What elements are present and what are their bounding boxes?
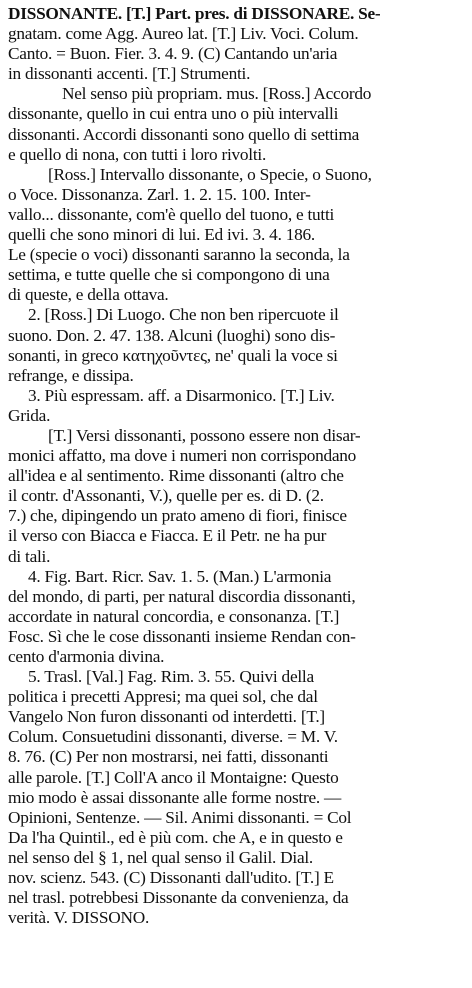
entry-line: del mondo, di parti, per natural discordia dissonanti, bbox=[8, 586, 356, 606]
entry-line: il verso con Biacca e Fiacca. E il Petr. ne ha pur bbox=[8, 526, 327, 546]
entry-line: Vangelo Non furon dissonanti od interdetti. [T.] bbox=[8, 707, 325, 727]
entry-line: monici affatto, ma dove i numeri non corrispondano bbox=[8, 446, 357, 466]
entry-line: suono. Don. 2. 47. 138. Alcuni (luoghi) sono dis- bbox=[8, 325, 336, 345]
entry-line: Grida. bbox=[8, 405, 51, 425]
entry-line: all'idea e al sentimento. Rime dissonanti (altro che bbox=[8, 466, 344, 486]
entry-line: di queste, e della ottava. bbox=[8, 285, 169, 305]
entry-line: vallo... dissonante, com'è quello del tuono, e tutti bbox=[8, 204, 335, 224]
entry-line: o Voce. Dissonanza. Zarl. 1. 2. 15. 100. Inter- bbox=[8, 184, 311, 204]
entry-line: nov. scienz. 543. (C) Dissonanti dall'udito. [T.] E bbox=[8, 868, 334, 888]
entry-line: politica i precetti Appresi; ma quei sol, che dal bbox=[8, 687, 318, 707]
entry-line: verità. V. DISSONO. bbox=[8, 908, 150, 928]
entry-line: Da l'ha Quintil., ed è più com. che A, e in questo e bbox=[8, 827, 343, 847]
entry-line: dissonante, quello in cui entra uno o più intervalli bbox=[8, 104, 339, 124]
entry-line: Fosc. Sì che le cose dissonanti insieme Rendan con- bbox=[8, 626, 356, 646]
entry-line: 7.) che, dipingendo un prato ameno di fiori, finisce bbox=[8, 506, 347, 526]
entry-line: in dissonanti accenti. [T.] Strumenti. bbox=[8, 64, 251, 84]
entry-line: il contr. d'Assonanti, V.), quelle per es. di D. (2. bbox=[8, 486, 324, 506]
entry-line: e quello di nona, con tutti i loro rivolti. bbox=[8, 144, 267, 164]
entry-line: Le (specie o voci) dissonanti saranno la seconda, la bbox=[8, 245, 350, 265]
entry-line: alle parole. [T.] Coll'A anco il Montaigne: Questo bbox=[8, 767, 339, 787]
entry-line: accordate in natural concordia, e consonanza. [T.] bbox=[8, 606, 340, 626]
entry-line: refrange, e dissipa. bbox=[8, 365, 134, 385]
entry-line: mio modo è assai dissonante alle forme nostre. — bbox=[8, 787, 342, 807]
entry-line: nel trasl. potrebbesi Dissonante da convenienza, da bbox=[8, 888, 349, 908]
entry-line: dissonanti. Accordi dissonanti sono quello di settima bbox=[8, 124, 360, 144]
sense-line: 3. Più espressam. aff. a Disarmonico. [T.] Liv. bbox=[28, 385, 335, 405]
sense-line: 2. [Ross.] Di Luogo. Che non ben ripercuote il bbox=[28, 305, 339, 325]
entry-line: [Ross.] Intervallo dissonante, o Specie, o Suono, bbox=[48, 164, 372, 184]
entry-body bbox=[8, 4, 464, 928]
entry-line: quelli che sono minori di lui. Ed ivi. 3. 4. 186. bbox=[8, 225, 315, 245]
entry-line: Canto. = Buon. Fier. 3. 4. 9. (C) Cantando un'aria bbox=[8, 44, 338, 64]
entry-line: gnatam. come Agg. Aureo lat. [T.] Liv. Voci. Colum. bbox=[8, 24, 359, 44]
entry-line: DISSONANTE. [T.] Part. pres. di DISSONARE. Se- bbox=[8, 4, 381, 23]
sense-line: 4. Fig. Bart. Ricr. Sav. 1. 5. (Man.) L'armonia bbox=[28, 566, 332, 586]
entry-line: Nel senso più propriam. mus. [Ross.] Accordo bbox=[62, 84, 372, 104]
entry-line: settima, e tutte quelle che si compongono di una bbox=[8, 265, 330, 285]
entry-line: Opinioni, Sentenze. — Sil. Animi dissonanti. = Col bbox=[8, 807, 352, 827]
entry-line: [T.] Versi dissonanti, possono essere non disar- bbox=[48, 425, 361, 445]
entry-line: Colum. Consuetudini dissonanti, diverse. = M. V. bbox=[8, 727, 338, 747]
entry-line: sonanti, in greco κατηχοῦντες, ne' quali la voce si bbox=[8, 345, 338, 365]
entry-line: di tali. bbox=[8, 546, 51, 566]
entry-line: nel senso del § 1, nel qual senso il Galil. Dial. bbox=[8, 847, 313, 867]
entry-line: cento d'armonia divina. bbox=[8, 647, 165, 666]
sense-line: 5. Trasl. [Val.] Fag. Rim. 3. 55. Quivi della bbox=[28, 667, 314, 687]
entry-line: 8. 76. (C) Per non mostrarsi, nei fatti, dissonanti bbox=[8, 747, 329, 767]
